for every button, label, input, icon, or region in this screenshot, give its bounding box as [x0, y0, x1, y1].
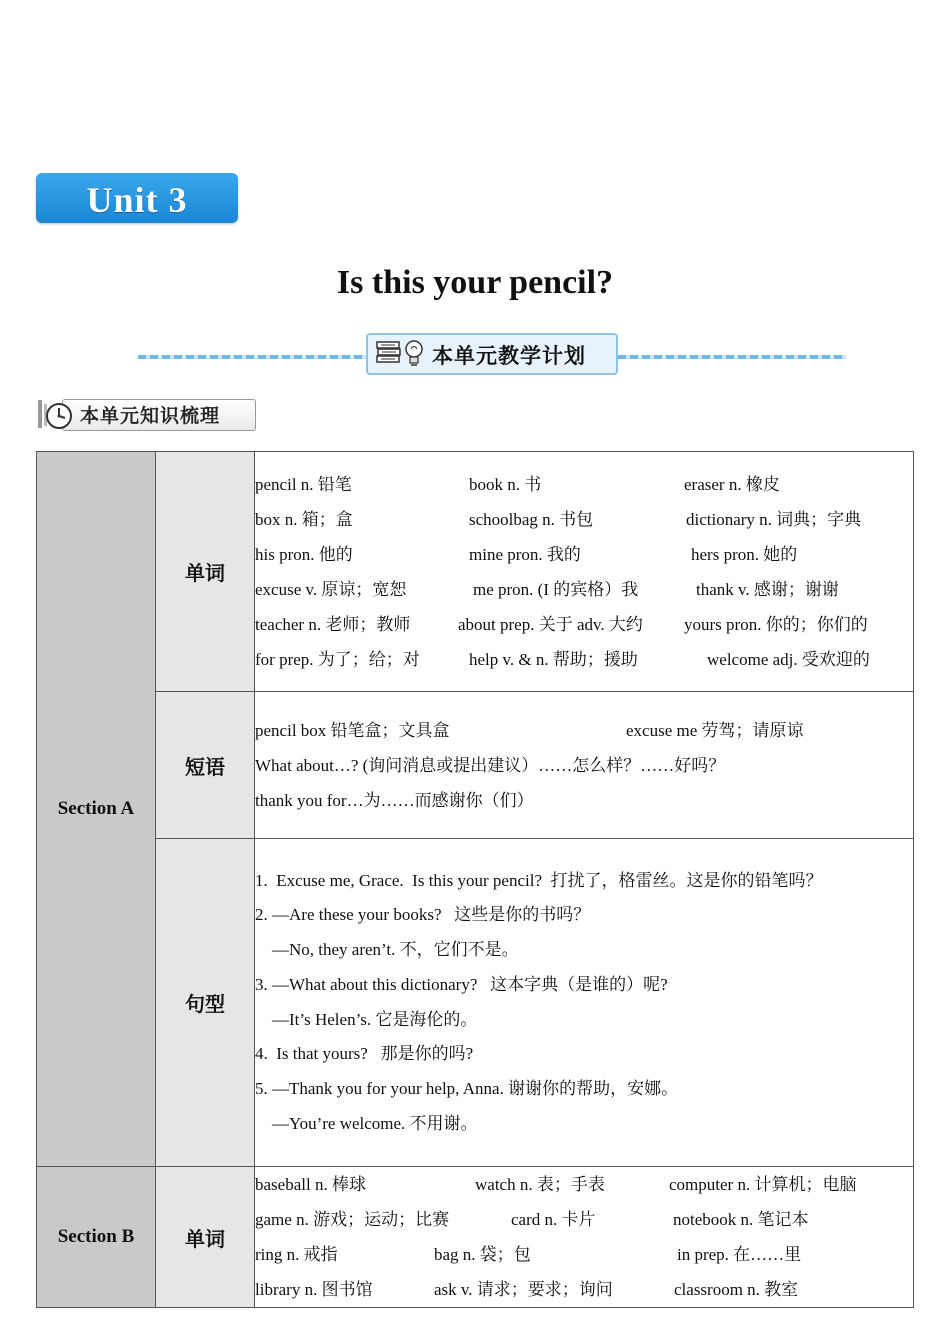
list-item [255, 713, 913, 748]
table-row [37, 839, 914, 1167]
word: baseball n. 棒球 [255, 1175, 366, 1194]
sentence: 1. Excuse me, Grace. Is this your pencil? 打扰了，格雷丝。这是你的铅笔吗？ [255, 870, 823, 890]
word: game n. 游戏；运动；比赛 [255, 1210, 450, 1229]
word: thank v. 感谢；谢谢 [696, 579, 839, 599]
words-category-cell [156, 1167, 255, 1308]
word: excuse v. 原谅；宽恕 [255, 579, 407, 599]
banner-box [366, 333, 618, 375]
books-icon [376, 339, 402, 367]
subhead-label: 本单元知识梳理 [80, 405, 221, 427]
teaching-plan-banner [138, 333, 846, 373]
list-item [255, 537, 913, 572]
sentence: —You’re welcome. 不用谢。 [255, 1113, 478, 1133]
section-a-phrases [255, 692, 914, 839]
section-a-cell [37, 452, 156, 1167]
word: library n. 图书馆 [255, 1280, 373, 1299]
sentence: 4. Is that yours? 那是你的吗? [255, 1044, 474, 1064]
list-item [255, 1237, 913, 1272]
banner-divider-right [606, 355, 846, 359]
word: for prep. 为了；给；对 [255, 649, 420, 669]
banner-label: 本单元教学计划 [432, 344, 586, 368]
sentence: 5. —Thank you for your help, Anna. 谢谢你的帮助，安娜。 [255, 1078, 679, 1098]
page-title: Is this your pencil? [336, 264, 614, 301]
section-b-label: Section B [57, 1226, 135, 1247]
word: his pron. 他的 [255, 544, 353, 564]
word: notebook n. 笔记本 [673, 1210, 809, 1229]
section-b-words [255, 1167, 914, 1308]
phrase: pencil box 铅笔盒；文具盒 [255, 720, 450, 740]
list-item [255, 1272, 913, 1307]
list-item [255, 1167, 913, 1202]
word: in prep. 在……里 [677, 1245, 802, 1264]
phrase: thank you for…为……而感谢你（们） [255, 790, 534, 810]
clock-icon [36, 396, 76, 432]
word: ask v. 请求；要求；询问 [434, 1280, 613, 1299]
phrases-label: 短语 [185, 754, 225, 779]
banner-divider-left [138, 355, 388, 359]
sentences-category-cell [156, 839, 255, 1167]
table-row [37, 692, 914, 839]
list-item [255, 502, 913, 537]
section-a-sentences [255, 839, 914, 1167]
word: schoolbag n. 书包 [469, 509, 594, 529]
word: book n. 书 [469, 474, 542, 494]
word: eraser n. 橡皮 [684, 474, 780, 494]
word: mine pron. 我的 [469, 544, 581, 564]
sentence: —It’s Helen’s. 它是海伦的。 [255, 1009, 478, 1029]
word: help v. & n. 帮助；援助 [469, 649, 638, 669]
word: card n. 卡片 [511, 1210, 596, 1229]
unit-badge [36, 173, 238, 223]
word: computer n. 计算机；电脑 [669, 1175, 857, 1194]
words-category-cell [156, 452, 255, 692]
section-a-label: Section A [57, 798, 135, 819]
word: pencil n. 铅笔 [255, 474, 352, 494]
words-label: 单词 [185, 561, 225, 585]
words-label: 单词 [185, 1226, 225, 1251]
sentences-label: 句型 [185, 992, 225, 1016]
word: classroom n. 教室 [674, 1280, 799, 1299]
list-item [255, 1202, 913, 1237]
phrases-category-cell [156, 692, 255, 839]
word: teacher n. 老师；教师 [255, 614, 411, 634]
word: about prep. 关于 adv. 大约 [458, 614, 643, 634]
list-item [255, 467, 913, 502]
sentence: 2. —Are these your books? 这些是你的书吗？ [255, 905, 591, 925]
word: dictionary n. 词典；字典 [686, 509, 862, 529]
word: box n. 箱；盒 [255, 509, 353, 529]
knowledge-table [36, 451, 914, 1308]
list-item [255, 572, 913, 607]
phrase: What about…? (询问消息或提出建议）……怎么样？……好吗？ [255, 755, 726, 775]
list-item [255, 607, 913, 642]
word: yours pron. 你的；你们的 [684, 614, 868, 634]
phrase: excuse me 劳驾；请原谅 [626, 720, 804, 740]
section-b-cell [37, 1167, 156, 1308]
word: me pron. (I 的宾格）我 [473, 579, 639, 599]
list-item [255, 642, 913, 677]
sentence: —No, they aren’t. 不，它们不是。 [255, 940, 519, 960]
word: hers pron. 她的 [691, 544, 798, 564]
knowledge-subhead [36, 396, 256, 432]
word: watch n. 表；手表 [475, 1175, 605, 1194]
list-item [255, 783, 913, 818]
section-a-words [255, 452, 914, 692]
table-row [37, 1167, 914, 1308]
lightbulb-icon [404, 338, 424, 368]
word: welcome adj. 受欢迎的 [707, 649, 870, 669]
word: bag n. 袋；包 [434, 1245, 531, 1264]
unit-label: Unit 3 [86, 180, 188, 220]
word: ring n. 戒指 [255, 1245, 338, 1264]
sentence: 3. —What about this dictionary? 这本字典（是谁的）呢? [255, 974, 668, 994]
list-item [255, 748, 913, 783]
table-row [37, 452, 914, 692]
